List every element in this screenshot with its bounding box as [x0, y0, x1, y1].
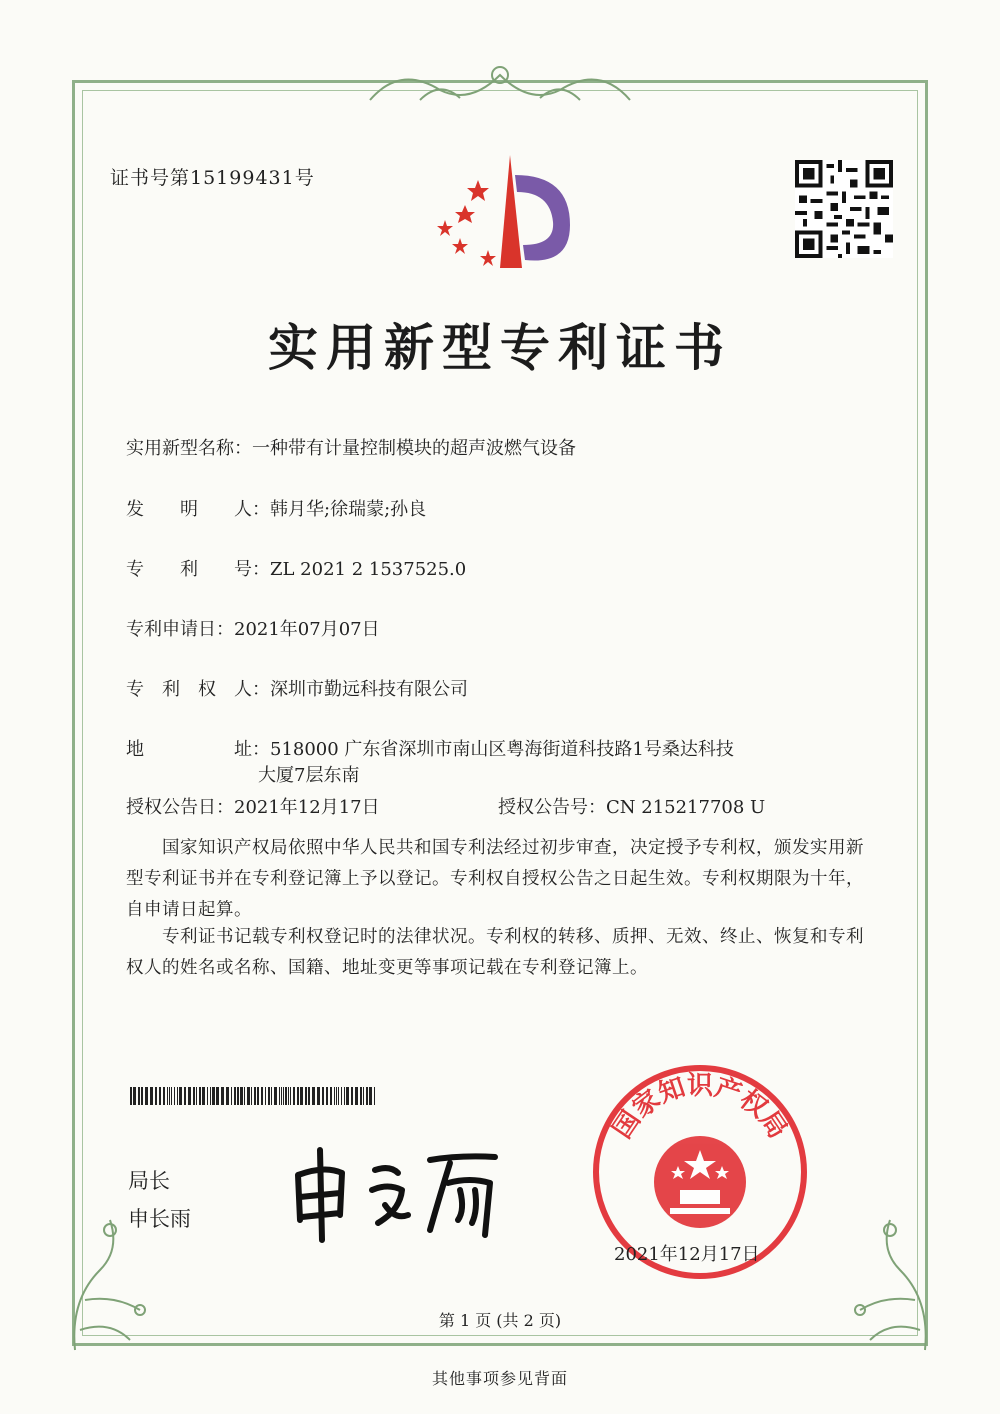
- address-line-2-field: [258, 761, 359, 787]
- certificate-number: 证书号第15199431号: [110, 167, 315, 189]
- address-label: 地 址：: [126, 739, 270, 760]
- patent-number-field: [126, 555, 466, 581]
- utility-model-name-label: 实用新型名称：: [126, 438, 252, 459]
- patentee-label: 专 利 权 人：: [126, 679, 270, 700]
- back-note: 其他事项参见背面: [431, 1369, 568, 1388]
- grant-date-value: 2021年12月17日: [234, 797, 380, 818]
- barcode-icon: [130, 1087, 378, 1105]
- patentee-value: 深圳市勤远科技有限公司: [270, 679, 468, 700]
- patent-office-emblem-icon: [420, 150, 590, 280]
- grant-number-label: 授权公告号：: [498, 797, 606, 818]
- address-line-1: 518000 广东省深圳市南山区粤海街道科技路1号桑达科技: [270, 739, 734, 760]
- top-ornament-icon: [360, 60, 640, 110]
- svg-text:国家知识产权局: [607, 1071, 792, 1144]
- director-name: 申长雨: [128, 1207, 191, 1231]
- grant-number-field: [498, 793, 765, 819]
- grant-date-field: [126, 793, 380, 819]
- certificate-paragraph: 国家知识产权局依照中华人民共和国专利法经过初步审查，决定授予专利权，颁发实用新型专利证书并在专利登记簿上予以登记。专利权自授权公告之日起生效。专利权期限为十年，自申请日起算。: [126, 838, 864, 920]
- filing-date-field: [126, 615, 380, 641]
- director-signature-icon: [280, 1135, 510, 1245]
- filing-date-label: 专利申请日：: [126, 619, 234, 640]
- utility-model-name-field: [126, 434, 576, 460]
- corner-ornament-right-icon: [820, 1200, 940, 1360]
- director-title: 局长: [128, 1169, 170, 1193]
- qr-code-icon: [795, 160, 893, 258]
- patentee-field: [126, 675, 468, 701]
- grant-number-value: CN 215217708 U: [606, 797, 766, 818]
- utility-model-name-value: 一种带有计量控制模块的超声波燃气设备: [252, 438, 576, 459]
- patent-number-label: 专 利 号：: [126, 559, 270, 580]
- inventor-label: 发 明 人：: [126, 499, 270, 520]
- address-line-2: 大厦7层东南: [258, 765, 360, 786]
- certificate-title: 实用新型专利证书: [268, 318, 732, 377]
- page-number: 第 1 页 (共 2 页): [438, 1311, 562, 1330]
- grant-date-label: 授权公告日：: [126, 797, 234, 818]
- patent-number-value: ZL 2021 2 1537525.0: [270, 559, 467, 580]
- inventor-value: 韩月华;徐瑞蒙;孙良: [270, 499, 427, 520]
- seal-text: 国家知识产权局: [607, 1071, 793, 1145]
- certificate-paragraph: 专利证书记载专利权登记时的法律状况。专利权的转移、质押、无效、终止、恢复和专利权人的姓名或名称、国籍、地址变更等事项记载在专利登记簿上。: [126, 927, 864, 978]
- address-field: [126, 735, 734, 761]
- inventor-field: [126, 495, 426, 521]
- filing-date-value: 2021年07月07日: [234, 619, 380, 640]
- seal-date: 2021年12月17日: [614, 1244, 760, 1265]
